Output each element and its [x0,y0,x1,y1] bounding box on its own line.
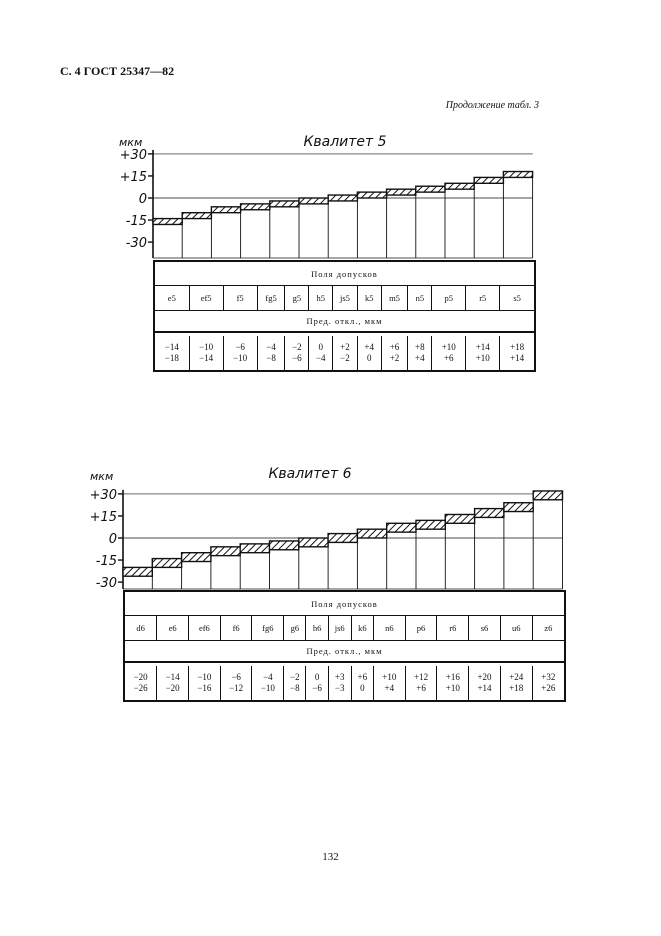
deviation-r6 [437,666,469,701]
lower-deviation: +6 [443,353,454,363]
upper-deviation: −2 [292,342,302,352]
tolerance-table-grade-5 [153,260,536,372]
upper-deviation: +10 [382,672,397,682]
upper-deviation: +14 [475,342,490,352]
tolerance-zone-r5 [474,177,503,183]
y-tick-label: +15 [89,509,117,525]
upper-deviation: +6 [357,672,368,682]
lower-deviation: −4 [315,353,326,363]
deviation-n5 [408,336,432,371]
field-name-s5: s5 [500,286,535,311]
upper-deviation: +8 [415,342,425,352]
lower-deviation: 0 [366,353,372,363]
tolerance-zone-e5 [153,219,182,225]
tolerance-zone-u6 [504,503,533,512]
y-tick-label: 0 [108,532,117,547]
deviation-r5 [466,336,500,371]
field-name-ef6: ef6 [189,616,221,641]
tolerance-zone-r6 [445,514,474,523]
field-name-k5: k5 [357,286,381,311]
field-name-g5: g5 [285,286,309,311]
upper-deviation: −6 [235,342,245,352]
deviation-ef5 [189,336,223,371]
tolerance-zone-e6 [152,559,181,568]
lower-deviation: −16 [197,683,212,693]
page-number: 132 [322,851,339,863]
lower-deviation: −10 [233,353,248,363]
y-tick-label: -30 [95,576,117,592]
field-name-p6: p6 [405,616,437,641]
upper-deviation: +32 [541,672,556,682]
upper-deviation: −4 [263,672,273,682]
lower-deviation: −3 [334,683,345,693]
lower-deviation: +14 [510,353,525,363]
y-axis-unit: мкм [119,136,143,149]
field-name-f5: f5 [223,286,257,311]
upper-deviation: +12 [414,672,429,682]
lower-deviation: −12 [229,683,244,693]
field-name-m5: m5 [381,286,408,311]
lower-deviation: +6 [416,683,426,693]
field-name-k6: k6 [351,616,373,641]
lower-deviation: −18 [164,353,179,363]
upper-deviation: 0 [314,672,320,682]
lower-deviation: −8 [290,683,300,693]
tolerance-zone-g5 [270,201,299,207]
lower-deviation: +26 [541,683,556,693]
lower-deviation: +10 [445,683,460,693]
upper-deviation: +10 [441,342,456,352]
field-name-p5: p5 [432,286,466,311]
deviation-m5 [381,336,408,371]
field-name-e6: e6 [157,616,189,641]
fields-header: Поля допусков [124,591,565,616]
tolerance-zone-f6 [211,547,240,556]
tolerance-zone-d6 [123,567,152,576]
tolerance-zone-k5 [357,192,386,198]
deviation-p6 [405,666,437,701]
lower-deviation: +10 [475,353,490,363]
field-name-js5: js5 [333,286,358,311]
deviation-g5 [285,336,309,371]
field-name-r6: r6 [437,616,469,641]
field-name-ef5: ef5 [189,286,223,311]
y-tick-label: 0 [138,192,147,207]
upper-deviation: +24 [509,672,524,682]
upper-deviation: −20 [133,672,148,682]
lower-deviation: −6 [312,683,322,693]
deviation-ef6 [189,666,221,701]
deviation-js6 [328,666,351,701]
tolerance-chart-grade-5 [0,120,661,264]
lower-deviation: +4 [415,353,425,363]
field-name-f6: f6 [220,616,252,641]
deviation-d6 [124,666,157,701]
deviation-e5 [154,336,189,371]
lower-deviation: −8 [266,353,276,363]
y-axis-unit: мкм [90,470,114,483]
deviation-p5 [432,336,466,371]
tolerance-zone-m5 [387,189,416,195]
upper-deviation: −14 [164,342,179,352]
field-name-e5: e5 [154,286,189,311]
y-tick-label: -15 [125,214,147,230]
field-name-fg5: fg5 [257,286,285,311]
upper-deviation: 0 [318,342,323,352]
lower-deviation: +2 [389,353,400,363]
lower-deviation: −6 [292,353,302,363]
upper-deviation: +6 [389,342,400,352]
tolerance-table-grade-6 [123,590,566,702]
upper-deviation: +3 [334,672,345,682]
field-name-u6: u6 [500,616,532,641]
tolerance-zone-g6 [270,541,299,550]
lower-deviation: 0 [360,683,365,693]
upper-deviation: +2 [340,342,350,352]
y-tick-label: +30 [119,147,147,163]
field-name-js6: js6 [328,616,351,641]
tolerance-chart-grade-6 [0,460,661,594]
lower-deviation: −2 [340,353,350,363]
field-name-s6: s6 [469,616,501,641]
deviation-js5 [333,336,358,371]
upper-deviation: −14 [165,672,180,682]
page-header: С. 4 ГОСТ 25347—82 [60,64,175,78]
lower-deviation: −14 [199,353,214,363]
upper-deviation: +4 [364,342,374,352]
lower-deviation: −20 [165,683,180,693]
upper-deviation: −10 [197,672,212,682]
tolerance-zone-p6 [416,520,445,529]
deviation-header: Пред. откл., мкм [124,641,565,663]
table-continuation-note: Продолжение табл. 3 [445,100,539,111]
deviation-fg5 [257,336,285,371]
deviation-h5 [309,336,333,371]
field-name-fg6: fg6 [252,616,284,641]
lower-deviation: +18 [509,683,524,693]
y-tick-label: -30 [125,236,147,252]
lower-deviation: −26 [133,683,148,693]
field-name-h5: h5 [309,286,333,311]
deviation-h6 [306,666,328,701]
deviation-k6 [351,666,373,701]
fields-header: Поля допусков [154,261,535,286]
deviation-k5 [357,336,381,371]
chart-title: Квалитет 5 [303,134,387,150]
tolerance-zone-h6 [299,538,328,547]
upper-deviation: −6 [231,672,241,682]
chart-title: Квалитет 6 [268,466,352,482]
tolerance-zone-z6 [533,491,562,500]
deviation-g6 [284,666,306,701]
field-name-r5: r5 [466,286,500,311]
tolerance-zone-n6 [387,523,416,532]
y-tick-label: +15 [119,169,147,185]
lower-deviation: +4 [384,683,395,693]
upper-deviation: +18 [510,342,525,352]
field-name-z6: z6 [532,616,565,641]
upper-deviation: −2 [290,672,300,682]
deviation-header: Пред. откл., мкм [154,311,535,333]
deviation-s5 [500,336,535,371]
deviation-fg6 [252,666,284,701]
lower-deviation: −10 [260,683,275,693]
deviation-f6 [220,666,252,701]
deviation-e6 [157,666,189,701]
field-name-n5: n5 [408,286,432,311]
deviation-z6 [532,666,565,701]
tolerance-zone-k6 [357,529,386,538]
upper-deviation: −10 [199,342,214,352]
upper-deviation: −4 [266,342,276,352]
tolerance-zone-ef5 [182,213,211,219]
deviation-n6 [373,666,405,701]
deviation-s6 [469,666,501,701]
upper-deviation: +16 [445,672,460,682]
tolerance-zone-p5 [445,183,474,189]
tolerance-zone-f5 [211,207,240,213]
upper-deviation: +20 [477,672,492,682]
tolerance-zone-ef6 [182,553,211,562]
field-name-g6: g6 [284,616,306,641]
lower-deviation: +14 [477,683,492,693]
tolerance-zone-js5 [328,195,357,201]
tolerance-zone-s5 [503,172,532,178]
field-name-n6: n6 [373,616,405,641]
field-name-h6: h6 [306,616,328,641]
tolerance-zone-js6 [328,534,357,543]
tolerance-zone-n5 [416,186,445,192]
tolerance-zone-fg6 [240,544,269,553]
deviation-u6 [500,666,532,701]
field-name-d6: d6 [124,616,157,641]
tolerance-zone-fg5 [241,204,270,210]
deviation-f5 [223,336,257,371]
tolerance-zone-s6 [475,509,504,518]
tolerance-zone-h5 [299,198,328,204]
y-tick-label: -15 [95,554,117,570]
y-tick-label: +30 [89,487,117,503]
